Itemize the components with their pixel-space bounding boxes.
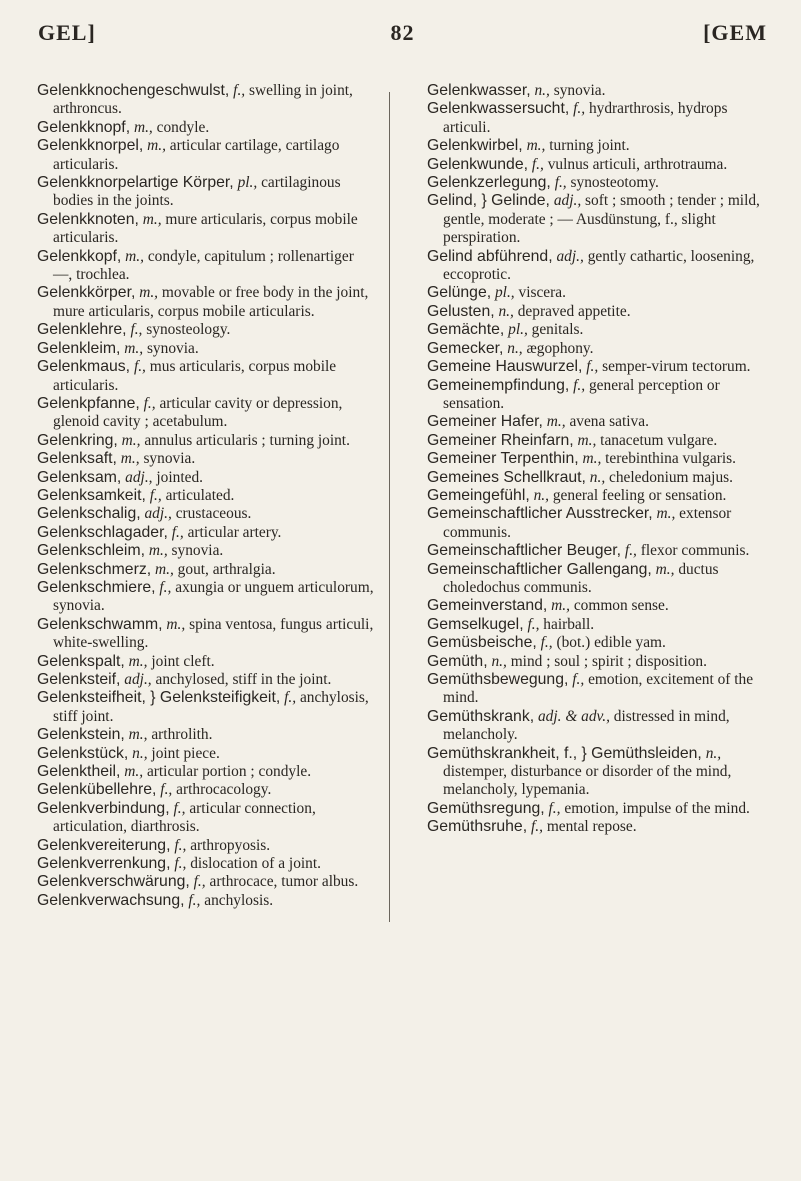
entry-definition: distemper, disturbance or disorder of the mind, melancholy, lypemania. <box>443 763 732 799</box>
entry-definition: genitals. <box>531 321 584 339</box>
entry-headword: Gemüthsbewegung, <box>427 671 569 688</box>
entry-headword: Gelenklehre, <box>37 321 127 339</box>
dictionary-entry <box>427 358 773 376</box>
dictionary-entry <box>37 248 375 285</box>
dictionary-entry <box>37 505 375 523</box>
entry-grammar: f., <box>572 671 585 688</box>
entry-grammar: f., <box>160 781 173 799</box>
dictionary-entry <box>427 340 773 358</box>
entry-headword: Gemeines Schellkraut, <box>427 468 586 486</box>
entry-headword: Gemselkugel, <box>427 615 524 633</box>
entry-definition: synosteotomy. <box>570 174 659 192</box>
dictionary-entry <box>37 524 375 542</box>
dictionary-entry <box>427 487 773 505</box>
entry-headword: Gemeiner Terpenthin, <box>427 450 579 468</box>
dictionary-entry <box>37 487 375 505</box>
entry-headword: Gelenktheil, <box>37 763 121 781</box>
dictionary-entry <box>37 321 375 339</box>
dictionary-entry <box>427 321 773 339</box>
entry-definition: hairball. <box>543 615 595 633</box>
entry-definition: cheledonium majus. <box>609 468 733 486</box>
entry-grammar: adj., <box>556 247 584 265</box>
dictionary-entry <box>37 340 375 358</box>
dictionary-entry <box>37 542 375 560</box>
entry-grammar: f., <box>171 523 184 541</box>
entry-grammar: m., <box>120 450 140 468</box>
entry-definition: synovia. <box>171 542 224 560</box>
left-column <box>37 82 375 910</box>
entry-definition: spina ventosa, fungus articuli, white-swelling. <box>53 615 374 652</box>
entry-definition: hydrarthrosis, hydrops articuli. <box>443 100 728 136</box>
entry-headword: Gelenksam, <box>37 468 122 486</box>
entry-definition: annulus articularis ; turning joint. <box>144 431 350 449</box>
entry-definition: articular cavity or depression, glenoid cavity ; acetabulum. <box>53 394 343 431</box>
dictionary-entry <box>427 616 773 634</box>
entry-headword: Gelenkkopf, <box>37 247 122 265</box>
entry-headword: Gelenkspalt, <box>37 652 125 670</box>
entry-grammar: m., <box>142 210 162 228</box>
entry-definition: ægophony. <box>526 339 594 357</box>
entry-definition: distressed in mind, melancholy. <box>443 707 730 744</box>
entry-grammar: f., <box>193 873 206 891</box>
entry-definition: flexor communis. <box>640 542 750 560</box>
dictionary-entry <box>427 432 773 450</box>
entry-definition: semper-virum tectorum. <box>602 358 751 376</box>
dictionary-entry <box>427 248 773 285</box>
entry-headword: Gelenkwirbel, <box>427 137 523 155</box>
entry-headword: Gemüthsruhe, <box>427 818 528 836</box>
entry-headword: Gelenkverwachsung, <box>37 891 185 909</box>
entry-definition: avena sativa. <box>569 413 649 431</box>
entry-definition: articulated. <box>165 486 235 504</box>
dictionary-entry <box>427 284 773 302</box>
dictionary-entry <box>37 395 375 432</box>
entry-grammar: m., <box>655 560 675 578</box>
entry-definition: emotion, excitement of the mind. <box>443 671 754 707</box>
entry-definition: jointed. <box>156 468 203 486</box>
entry-definition: mus articularis, corpus mobile articularis. <box>53 358 337 394</box>
entry-grammar: adj., <box>144 505 172 523</box>
entry-headword: Gelenkmaus, <box>37 358 131 376</box>
entry-grammar: n., <box>507 339 523 357</box>
dictionary-entry <box>427 818 773 836</box>
entry-headword: Gelenkwassersucht, <box>427 100 570 118</box>
entry-grammar: n., <box>132 744 148 762</box>
dictionary-entry <box>37 781 375 799</box>
entry-grammar: f., <box>540 634 553 652</box>
entry-definition: depraved appetite. <box>517 302 631 320</box>
entry-definition: crustaceous. <box>175 505 252 523</box>
entry-definition: soft ; smooth ; tender ; mild, gentle, moderate ; — Ausdünstung, f., slight perspiration. <box>443 192 760 247</box>
entry-definition: articular cartilage, cartilago articularis. <box>53 137 340 173</box>
entry-grammar: f., <box>586 358 599 376</box>
entry-definition: synovia. <box>553 82 606 99</box>
dictionary-entry <box>427 469 773 487</box>
entry-grammar: f., <box>133 358 146 376</box>
dictionary-entry <box>37 450 375 468</box>
entry-grammar: f., <box>554 174 567 192</box>
entry-grammar: n., <box>589 468 606 486</box>
entry-headword: Gelenkverschwärung, <box>37 873 190 891</box>
entry-grammar: m., <box>155 560 174 578</box>
entry-headword: Gelenksamkeit, <box>37 486 146 504</box>
entry-grammar: f., <box>531 155 544 173</box>
dictionary-entry <box>37 284 375 321</box>
dictionary-entry <box>37 653 375 671</box>
dictionary-entry <box>427 100 773 137</box>
dictionary-entry <box>37 579 375 616</box>
entry-definition: general feeling or sensation. <box>552 486 727 504</box>
entry-definition: general perception or sensation. <box>443 376 720 412</box>
entry-definition: swelling in joint, arthroncus. <box>53 82 353 118</box>
entry-headword: Gelenkverbindung, <box>37 799 170 817</box>
entry-grammar: m., <box>546 413 566 431</box>
entry-grammar: n., <box>705 744 722 762</box>
dictionary-entry <box>37 119 375 137</box>
entry-grammar: n., <box>534 82 550 99</box>
entry-definition: articular artery. <box>187 523 282 541</box>
entry-grammar: adj., <box>125 468 153 486</box>
dictionary-entry <box>37 873 375 891</box>
dictionary-entry <box>37 82 375 119</box>
entry-grammar: adj. & adv., <box>537 707 610 725</box>
entry-grammar: f., <box>548 799 561 817</box>
dictionary-entry <box>427 174 773 192</box>
page-number: 82 <box>390 20 415 45</box>
dictionary-entry <box>427 653 773 671</box>
entry-headword: Gelenkwasser, <box>427 82 531 99</box>
entry-grammar: f., <box>233 82 246 99</box>
entry-headword: Gelenkschmiere, <box>37 578 156 596</box>
entry-definition: emotion, impulse of the mind. <box>564 799 750 817</box>
entry-headword: Gelenkzerlegung, <box>427 174 551 192</box>
entry-headword: Gemeinschaftlicher Gallengang, <box>427 560 652 578</box>
entry-headword: Gelenkstück, <box>37 744 129 762</box>
entry-definition: turning joint. <box>549 137 630 155</box>
entry-headword: Gelenkstein, <box>37 726 125 744</box>
entry-definition: dislocation of a joint. <box>190 855 321 873</box>
entry-headword: Gelenkring, <box>37 431 118 449</box>
entry-headword: Gemeinschaftlicher Beuger, <box>427 542 622 560</box>
entry-grammar: adj., <box>553 192 582 210</box>
dictionary-entry <box>427 192 773 247</box>
dictionary-entry <box>427 505 773 542</box>
dictionary-entry <box>37 726 375 744</box>
entry-definition: synovia. <box>146 339 199 357</box>
entry-definition: gently cathartic, loosening, eccoprotic. <box>443 247 755 284</box>
entry-grammar: adj., <box>124 671 152 688</box>
entry-grammar: n., <box>491 652 507 670</box>
entry-definition: arthrocacology. <box>176 781 272 799</box>
dictionary-entry <box>427 156 773 174</box>
entry-grammar: m., <box>124 763 144 781</box>
entry-headword: Gemeinschaftlicher Ausstrecker, <box>427 505 653 523</box>
entry-grammar: m., <box>577 431 597 449</box>
entry-headword: Gelenkschalig, <box>37 505 141 523</box>
entry-definition: vulnus articuli, arthrotrauma. <box>547 155 728 173</box>
entry-headword: Gelenkkörper, <box>37 284 136 302</box>
dictionary-entry <box>427 671 773 708</box>
dictionary-entry <box>427 634 773 652</box>
right-column <box>427 82 773 837</box>
entry-definition: terebinthina vulgaris. <box>605 450 736 468</box>
entry-headword: Gemeinverstand, <box>427 597 548 615</box>
entry-grammar: pl., <box>494 284 515 302</box>
entry-grammar: f., <box>284 689 297 707</box>
entry-headword: Gemüth, <box>427 652 488 670</box>
dictionary-entry <box>427 708 773 745</box>
dictionary-entry <box>427 542 773 560</box>
entry-definition: articular portion ; condyle. <box>146 763 312 781</box>
entry-grammar: m., <box>128 652 148 670</box>
header-right-guide: [GEM <box>703 20 767 45</box>
entry-grammar: m., <box>166 615 186 633</box>
entry-grammar: m., <box>147 137 166 155</box>
dictionary-entry <box>427 597 773 615</box>
entry-grammar: pl., <box>508 321 528 339</box>
entry-definition: ductus choledochus communis. <box>443 560 719 596</box>
entry-definition: arthrolith. <box>151 726 213 744</box>
entry-headword: Gelenkknorpelartige Körper, <box>37 174 234 192</box>
entry-grammar: f., <box>143 394 156 412</box>
entry-definition: viscera. <box>518 284 566 302</box>
entry-grammar: pl., <box>237 174 258 192</box>
entry-headword: Gemeinempfindung, <box>427 376 570 394</box>
entry-definition: mental repose. <box>546 818 637 836</box>
entry-grammar: f., <box>188 891 201 909</box>
entry-grammar: m., <box>551 597 570 615</box>
dictionary-entry <box>427 82 773 100</box>
dictionary-entry <box>427 561 773 598</box>
entry-grammar: f., <box>624 542 637 560</box>
entry-headword: Gemeingefühl, <box>427 486 530 504</box>
entry-headword: Gemeiner Rheinfarn, <box>427 431 574 449</box>
dictionary-entry <box>37 892 375 910</box>
entry-headword: Gelenkschleim, <box>37 542 145 560</box>
dictionary-entry <box>427 800 773 818</box>
dictionary-entry <box>427 303 773 321</box>
entry-grammar: m., <box>526 137 546 155</box>
dictionary-entry <box>427 413 773 431</box>
entry-definition: gout, arthralgia. <box>177 560 276 578</box>
entry-grammar: f., <box>130 321 143 339</box>
dictionary-entry <box>37 616 375 653</box>
dictionary-entry <box>427 377 773 414</box>
entry-definition: movable or free body in the joint, mure articularis, corpus mobile articularis. <box>53 284 369 320</box>
entry-grammar: m., <box>124 339 144 357</box>
entry-grammar: m., <box>128 726 148 744</box>
entry-headword: Gelenksteif, <box>37 671 121 688</box>
dictionary-entry <box>37 837 375 855</box>
entry-definition: tanacetum vulgare. <box>600 431 718 449</box>
entry-grammar: m., <box>582 450 602 468</box>
entry-grammar: f., <box>159 578 172 596</box>
entry-headword: Gemeine Hauswurzel, <box>427 358 583 376</box>
entry-definition: anchylosis. <box>204 891 274 909</box>
dictionary-entry <box>37 763 375 781</box>
entry-definition: anchylosed, stiff in the joint. <box>155 671 332 688</box>
entry-headword: Gelenkknochengeschwulst, <box>37 82 230 99</box>
dictionary-entry <box>37 211 375 248</box>
entry-definition: mind ; soul ; spirit ; disposition. <box>510 652 707 670</box>
entry-grammar: f., <box>573 100 586 118</box>
entry-grammar: f., <box>149 486 162 504</box>
entry-headword: Gelenkvereiterung, <box>37 836 171 854</box>
dictionary-entry <box>37 561 375 579</box>
entry-headword: Gelind, } Gelinde, <box>427 192 550 210</box>
entry-grammar: f., <box>174 855 187 873</box>
entry-grammar: f., <box>573 376 586 394</box>
entry-headword: Gelenkwunde, <box>427 155 528 173</box>
entry-grammar: n., <box>533 486 549 504</box>
dictionary-entry <box>37 855 375 873</box>
entry-headword: Gelusten, <box>427 302 495 320</box>
entry-headword: Gemüthskrankheit, f., } Gemüthsleiden, <box>427 744 702 762</box>
entry-definition: condyle, capitulum ; rollenartiger —, trochlea. <box>53 247 354 284</box>
page-header <box>38 20 767 54</box>
dictionary-entry <box>37 174 375 211</box>
dictionary-entry <box>37 469 375 487</box>
entry-grammar: m., <box>125 247 144 265</box>
entry-headword: Gemeiner Hafer, <box>427 413 543 431</box>
entry-definition: axungia or unguem articulorum, synovia. <box>53 578 374 615</box>
entry-headword: Gelenkschwamm, <box>37 615 163 633</box>
entry-grammar: f., <box>174 836 187 854</box>
entry-grammar: m., <box>656 505 676 523</box>
entry-grammar: m., <box>121 431 141 449</box>
entry-grammar: m., <box>148 542 168 560</box>
entry-definition: synovia. <box>143 450 196 468</box>
entry-grammar: n., <box>498 302 514 320</box>
entry-definition: extensor communis. <box>443 505 732 541</box>
dictionary-entry <box>427 137 773 155</box>
entry-grammar: f., <box>173 799 186 817</box>
entry-headword: Gelünge, <box>427 284 492 302</box>
entry-headword: Gelenksaft, <box>37 450 117 468</box>
header-left-guide: GEL] <box>38 20 96 45</box>
column-divider <box>389 92 390 922</box>
entry-headword: Gemüthsregung, <box>427 799 545 817</box>
entry-grammar: m., <box>139 284 159 302</box>
dictionary-entry <box>37 671 375 689</box>
entry-headword: Gelenkknorpel, <box>37 137 144 155</box>
entry-definition: arthrocace, tumor albus. <box>209 873 359 891</box>
entry-definition: joint piece. <box>151 744 220 762</box>
entry-headword: Gelenkknopf, <box>37 118 131 136</box>
dictionary-entry <box>37 745 375 763</box>
entry-headword: Gelenkschmerz, <box>37 560 152 578</box>
entry-headword: Gelenkverrenkung, <box>37 855 171 873</box>
entry-definition: articular connection, articulation, diarthrosis. <box>53 799 316 836</box>
entry-definition: common sense. <box>573 597 669 615</box>
entry-headword: Gelenkpfanne, <box>37 394 140 412</box>
entry-headword: Gelenkschlagader, <box>37 523 168 541</box>
entry-grammar: m., <box>133 118 153 136</box>
dictionary-entry <box>37 800 375 837</box>
entry-grammar: f., <box>530 818 543 836</box>
dictionary-entry <box>37 137 375 174</box>
entry-headword: Gelenkknoten, <box>37 210 139 228</box>
entry-headword: Gelenkübellehre, <box>37 781 157 799</box>
entry-definition: (bot.) edible yam. <box>556 634 666 652</box>
entry-definition: cartilaginous bodies in the joints. <box>53 174 341 210</box>
entry-headword: Gelenkleim, <box>37 339 121 357</box>
entry-definition: mure articularis, corpus mobile articularis. <box>53 210 358 247</box>
entry-grammar: f., <box>527 615 540 633</box>
entry-definition: condyle. <box>156 118 210 136</box>
dictionary-entry <box>37 358 375 395</box>
entry-headword: Gelenksteifheit, } Gelenksteifigkeit, <box>37 689 281 707</box>
entry-headword: Gemüsbeische, <box>427 634 537 652</box>
entry-definition: anchylosis, stiff joint. <box>53 689 369 725</box>
entry-headword: Gelind abführend, <box>427 247 553 265</box>
entry-headword: Gemecker, <box>427 339 504 357</box>
entry-headword: Gemächte, <box>427 321 505 339</box>
entry-definition: synosteology. <box>146 321 231 339</box>
entry-definition: joint cleft. <box>151 652 215 670</box>
entry-definition: arthropyosis. <box>190 836 271 854</box>
dictionary-entry <box>37 432 375 450</box>
dictionary-entry <box>427 745 773 800</box>
dictionary-entry <box>37 689 375 726</box>
dictionary-entry <box>427 450 773 468</box>
entry-headword: Gemüthskrank, <box>427 707 535 725</box>
